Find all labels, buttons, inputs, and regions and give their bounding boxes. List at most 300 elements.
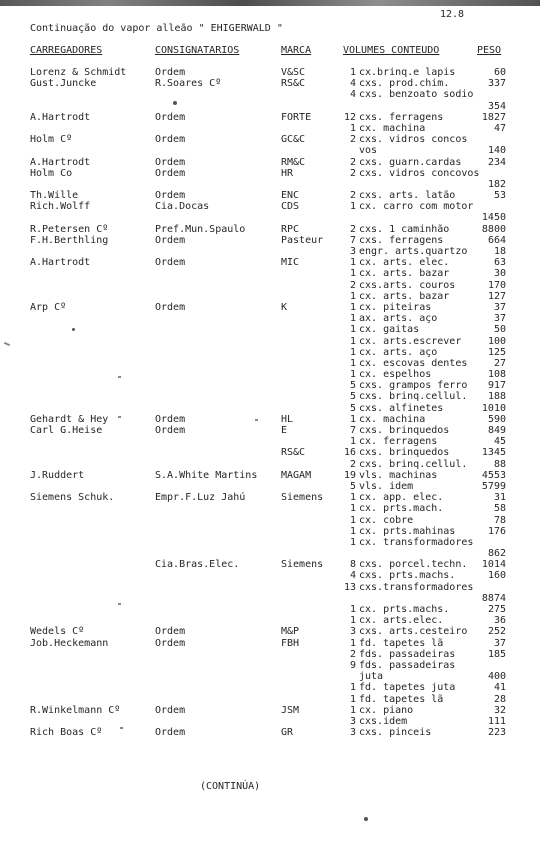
volume-count-cell: 1	[349, 67, 356, 78]
content-cell: cxs. vidros concos	[359, 134, 468, 146]
content-cell: cx. arts. aço	[359, 346, 438, 358]
volume-count-cell: 4	[349, 89, 356, 101]
manifest-row	[0, 78, 540, 89]
volume-count-cell: 8	[349, 559, 356, 571]
weight-cell: 37	[493, 637, 506, 649]
weight-cell: 32	[493, 704, 506, 716]
marks-cell: M&P	[281, 626, 300, 638]
manifest-row	[0, 391, 540, 402]
marks-cell: CDS	[281, 201, 300, 213]
marks-cell: Pasteur	[281, 234, 324, 246]
marks-cell: MAGAM	[281, 469, 312, 481]
consignee-cell: Pref.Mun.Spaulo	[155, 223, 246, 235]
volume-count-cell: 1	[349, 615, 356, 627]
manifest-row	[0, 705, 540, 716]
manifest-row	[0, 212, 540, 223]
weight-cell: 849	[487, 425, 506, 436]
content-cell: cx. espelhos	[359, 369, 432, 381]
content-cell: cxs. vidros concovos	[359, 167, 480, 179]
content-cell: cxs. benzoato sodio	[359, 89, 474, 101]
content-cell: cx. arts. elec.	[359, 257, 450, 269]
volume-count-cell: 3	[349, 626, 356, 638]
content-cell: fd. tapetes lã	[359, 693, 444, 705]
consignee-cell: Ordem	[155, 190, 186, 202]
content-cell: fd. tapetes lã	[359, 637, 444, 649]
marks-cell: ENC	[281, 190, 300, 202]
marks-cell: RS&C	[281, 78, 306, 90]
weight-cell: 1010	[481, 402, 506, 414]
weight-cell: 176	[487, 525, 506, 537]
content-cell: vls. idem	[359, 480, 414, 492]
content-cell: engr. arts.quartzo	[359, 246, 468, 257]
shipper-cell: Job.Heckemann	[30, 637, 109, 649]
volume-count-cell: 2	[349, 223, 356, 235]
content-cell: cx. machina	[359, 122, 426, 134]
volume-count-cell: 7	[349, 425, 356, 436]
volume-count-cell: 1	[349, 357, 356, 369]
consignee-cell: Ordem	[155, 626, 186, 638]
manifest-row	[0, 671, 540, 682]
volume-count-cell: 9	[349, 659, 356, 671]
volume-count-cell: 1	[349, 525, 356, 537]
volume-count-cell: 1	[349, 413, 356, 425]
weight-cell: 78	[493, 514, 506, 526]
volume-count-cell: 5	[349, 380, 356, 392]
manifest-row	[0, 626, 540, 637]
content-cell: fds. passadeiras	[359, 648, 456, 660]
weight-cell: 37	[493, 301, 506, 313]
content-cell: cx. prts.mach.	[359, 503, 444, 515]
manifest-row	[0, 302, 540, 313]
volume-count-cell: 1	[349, 122, 356, 134]
ink-mark	[173, 101, 177, 105]
shipper-cell: Gehardt & Hey	[30, 413, 109, 425]
page-top-edge	[0, 0, 540, 6]
shipper-cell: Wedels Cº	[30, 626, 85, 638]
content-cell: cxs. ferragens	[359, 111, 444, 123]
consignee-cell: Ordem	[155, 234, 186, 246]
volume-count-cell: 2	[349, 167, 356, 179]
shipper-cell: Gust.Juncke	[30, 78, 97, 90]
weight-cell: 664	[487, 234, 506, 246]
manifest-row	[0, 649, 540, 660]
weight-cell: 223	[487, 727, 506, 739]
weight-cell: 125	[487, 346, 506, 358]
volume-count-cell: 5	[349, 402, 356, 414]
consignee-cell: Cia.Bras.Elec.	[155, 559, 240, 571]
ink-mark	[120, 727, 123, 729]
marks-cell: RM&C	[281, 156, 306, 168]
volume-count-cell: 1	[349, 257, 356, 269]
consignee-cell: Ordem	[155, 425, 186, 436]
consignee-cell: Ordem	[155, 111, 186, 123]
weight-cell: 8800	[481, 223, 506, 235]
consignee-cell: Ordem	[155, 134, 186, 146]
manifest-row	[0, 660, 540, 671]
content-cell: cx. piano	[359, 704, 414, 716]
continued-note: (CONTINÚA)	[200, 781, 261, 792]
marks-cell: JSM	[281, 704, 300, 716]
weight-cell: 4553	[481, 469, 506, 481]
volume-count-cell: 7	[349, 234, 356, 246]
ink-mark	[118, 416, 121, 418]
content-cell: cxs. pinceis	[359, 727, 432, 739]
content-cell: cx. carro com motor	[359, 201, 474, 213]
volume-count-cell: 1	[349, 514, 356, 526]
consignee-cell: Ordem	[155, 257, 186, 269]
weight-cell: 41	[493, 682, 506, 694]
weight-cell: 182	[487, 178, 506, 190]
manifest-row	[0, 324, 540, 335]
shipper-cell: Holm Co	[30, 167, 73, 179]
weight-cell: 234	[487, 156, 506, 168]
content-cell: vls. machinas	[359, 469, 438, 481]
marks-cell: GC&C	[281, 134, 306, 146]
shipper-cell: Lorenz & Schmidt	[30, 67, 127, 78]
manifest-row	[0, 403, 540, 414]
weight-cell: 917	[487, 380, 506, 392]
weight-cell: 36	[493, 615, 506, 627]
volume-count-cell: 1	[349, 704, 356, 716]
weight-cell: 1014	[481, 559, 506, 571]
manifest-row	[0, 101, 540, 112]
weight-cell: 27	[493, 357, 506, 369]
volume-count-cell: 5	[349, 391, 356, 403]
manifest-row	[0, 358, 540, 369]
content-cell: cxs.arts. couros	[359, 279, 456, 291]
consignee-cell: R.Soares Cº	[155, 78, 222, 90]
weight-cell: 28	[493, 693, 506, 705]
content-cell: juta	[359, 671, 384, 683]
manifest-row	[0, 190, 540, 201]
content-cell: cxs. brinquedos	[359, 447, 450, 459]
volume-count-cell: 5	[349, 480, 356, 492]
manifest-row	[0, 201, 540, 212]
consignee-cell: Ordem	[155, 167, 186, 179]
manifest-row	[0, 526, 540, 537]
document-title: Continuação do vapor alleão " EHIGERWALD "	[30, 23, 283, 34]
consignee-cell: S.A.White Martins	[155, 469, 258, 481]
consignee-cell: Ordem	[155, 637, 186, 649]
volume-count-cell: 19	[343, 469, 356, 481]
consignee-cell: Cia.Docas	[155, 201, 210, 213]
content-cell: cxs.idem	[359, 715, 408, 727]
weight-cell: 185	[487, 648, 506, 660]
weight-cell: 45	[493, 436, 506, 448]
consignee-cell: Ordem	[155, 413, 186, 425]
content-cell: cx. app. elec.	[359, 492, 444, 504]
manifest-row	[0, 559, 540, 570]
weight-cell: 275	[487, 604, 506, 615]
volume-count-cell: 2	[349, 279, 356, 291]
weight-cell: 18	[493, 246, 506, 257]
shipper-cell: Holm Cº	[30, 134, 73, 146]
manifest-row	[0, 436, 540, 447]
content-cell: cx.brinq.e lapis	[359, 67, 456, 78]
weight-cell: 1827	[481, 111, 506, 123]
manifest-row	[0, 168, 540, 179]
weight-cell: 170	[487, 279, 506, 291]
content-cell: cx. gaitas	[359, 324, 420, 336]
weight-cell: 862	[487, 548, 506, 560]
marks-cell: FBH	[281, 637, 300, 649]
volume-count-cell: 1	[349, 313, 356, 325]
content-cell: cxs. prod.chim.	[359, 78, 450, 90]
manifest-row	[0, 548, 540, 559]
manifest-row	[0, 246, 540, 257]
manifest-row	[0, 380, 540, 391]
manifest-row	[0, 414, 540, 425]
manifest-row	[0, 235, 540, 246]
marks-cell: RS&C	[281, 447, 306, 459]
manifest-row	[0, 638, 540, 649]
consignee-cell: Ordem	[155, 727, 186, 739]
content-cell: cx. escovas dentes	[359, 357, 468, 369]
manifest-row	[0, 459, 540, 470]
weight-cell: 60	[493, 67, 506, 78]
manifest-row	[0, 369, 540, 380]
volume-count-cell: 3	[349, 246, 356, 257]
weight-cell: 88	[493, 458, 506, 470]
content-cell: cxs. grampos ferro	[359, 380, 468, 392]
manifest-row	[0, 145, 540, 156]
content-cell: cxs. ferragens	[359, 234, 444, 246]
volume-count-cell: 2	[349, 134, 356, 146]
shipper-cell: Rich.Wolff	[30, 201, 91, 213]
content-cell: ax. arts. aço	[359, 313, 438, 325]
content-cell: cxs. prts.machs.	[359, 570, 456, 582]
manifest-rows	[0, 67, 540, 738]
content-cell: cxs. 1 caminhão	[359, 223, 450, 235]
weight-cell: 5799	[481, 480, 506, 492]
manifest-row	[0, 492, 540, 503]
manifest-row	[0, 503, 540, 514]
volume-count-cell: 1	[349, 492, 356, 504]
volume-count-cell: 1	[349, 503, 356, 515]
ink-mark	[72, 328, 75, 331]
volume-count-cell: 2	[349, 190, 356, 202]
content-cell: cx. arts. bazar	[359, 268, 450, 280]
manifest-row	[0, 112, 540, 123]
volume-count-cell: 1	[349, 268, 356, 280]
content-cell: fds. passadeiras	[359, 659, 456, 671]
consignee-cell: Ordem	[155, 704, 186, 716]
content-cell: cx. transformadores	[359, 536, 474, 548]
shipper-cell: A.Hartrodt	[30, 111, 91, 123]
header-consignee: CONSIGNATARIOS	[155, 45, 240, 56]
weight-cell: 31	[493, 492, 506, 504]
shipper-cell: F.H.Berthling	[30, 234, 109, 246]
weight-cell: 1450	[481, 212, 506, 224]
volume-count-cell: 1	[349, 637, 356, 649]
manifest-row	[0, 716, 540, 727]
weight-cell: 354	[487, 100, 506, 112]
manifest-row	[0, 291, 540, 302]
weight-cell: 47	[493, 122, 506, 134]
content-cell: cxs. brinquedos	[359, 425, 450, 436]
weight-cell: 127	[487, 290, 506, 302]
content-cell: cx. arts. bazar	[359, 290, 450, 302]
content-cell: cx. ferragens	[359, 436, 438, 448]
volume-count-cell: 1	[349, 693, 356, 705]
content-cell: cxs. alfinetes	[359, 402, 444, 414]
header-weight: PESO	[477, 45, 502, 56]
ink-mark	[118, 603, 121, 605]
weight-cell: 108	[487, 369, 506, 381]
ink-mark	[118, 376, 121, 378]
weight-cell: 37	[493, 313, 506, 325]
manifest-row	[0, 257, 540, 268]
manifest-row	[0, 67, 540, 78]
manifest-row	[0, 268, 540, 279]
marks-cell: Siemens	[281, 559, 324, 571]
marks-cell: V&SC	[281, 67, 306, 78]
manifest-row	[0, 425, 540, 436]
weight-cell: 53	[493, 190, 506, 202]
manifest-row	[0, 604, 540, 615]
weight-cell: 252	[487, 626, 506, 638]
volume-count-cell: 1	[349, 201, 356, 213]
marks-cell: MIC	[281, 257, 300, 269]
header-volumes-content: VOLUMES CONTEUDO	[343, 45, 440, 56]
ink-mark	[364, 817, 368, 821]
content-cell: cxs. arts.cesteiro	[359, 626, 468, 638]
shipper-cell: J.Ruddert	[30, 469, 85, 481]
manifest-row	[0, 593, 540, 604]
volume-count-cell: 1	[349, 604, 356, 615]
weight-cell: 337	[487, 78, 506, 90]
manifest-row	[0, 134, 540, 145]
content-cell: fd. tapetes juta	[359, 682, 456, 694]
manifest-row	[0, 470, 540, 481]
marks-cell: RPC	[281, 223, 300, 235]
manifest-row	[0, 89, 540, 100]
content-cell: cxs. porcel.techn.	[359, 559, 468, 571]
manifest-row	[0, 537, 540, 548]
volume-count-cell: 1	[349, 436, 356, 448]
shipper-cell: Carl G.Heise	[30, 425, 103, 436]
manifest-row	[0, 447, 540, 458]
consignee-cell: Ordem	[155, 156, 186, 168]
manifest-row	[0, 224, 540, 235]
volume-count-cell: 1	[349, 682, 356, 694]
marks-cell: E	[281, 425, 288, 436]
manifest-row	[0, 280, 540, 291]
content-cell: cx. machina	[359, 413, 426, 425]
weight-cell: 58	[493, 503, 506, 515]
marks-cell: K	[281, 301, 288, 313]
manifest-row	[0, 481, 540, 492]
weight-cell: 400	[487, 671, 506, 683]
manifest-row	[0, 179, 540, 190]
header-marks: MARCA	[281, 45, 312, 56]
shipper-cell: Rich Boas Cº	[30, 727, 103, 739]
weight-cell: 63	[493, 257, 506, 269]
manifest-row	[0, 336, 540, 347]
shipper-cell: Siemens Schuk.	[30, 492, 115, 504]
volume-count-cell: 2	[349, 458, 356, 470]
volume-count-cell: 3	[349, 727, 356, 739]
volume-count-cell: 3	[349, 715, 356, 727]
manifest-row	[0, 682, 540, 693]
content-cell: cx. prts.mahinas	[359, 525, 456, 537]
volume-count-cell: 1	[349, 335, 356, 347]
marks-cell: HL	[281, 413, 294, 425]
ink-mark	[255, 419, 258, 421]
manifest-row	[0, 123, 540, 134]
content-cell: cx. cobre	[359, 514, 414, 526]
volume-count-cell: 4	[349, 78, 356, 90]
volume-count-cell: 1	[349, 324, 356, 336]
shipper-cell: A.Hartrodt	[30, 156, 91, 168]
volume-count-cell: 1	[349, 346, 356, 358]
marks-cell: Siemens	[281, 492, 324, 504]
manifest-row	[0, 582, 540, 593]
consignee-cell: Empr.F.Luz Jahú	[155, 492, 246, 504]
volume-count-cell: 1	[349, 290, 356, 302]
weight-cell: 50	[493, 324, 506, 336]
consignee-cell: Ordem	[155, 67, 186, 78]
marks-cell: HR	[281, 167, 294, 179]
shipper-cell: R.Winkelmann Cº	[30, 704, 121, 716]
content-cell: cx. arts.escrever	[359, 335, 462, 347]
content-cell: cxs.transformadores	[359, 581, 474, 593]
weight-cell: 188	[487, 391, 506, 403]
manifest-row	[0, 313, 540, 324]
volume-count-cell: 2	[349, 156, 356, 168]
volume-count-cell: 1	[349, 301, 356, 313]
weight-cell: 8874	[481, 592, 506, 604]
weight-cell: 140	[487, 145, 506, 157]
weight-cell: 111	[487, 715, 506, 727]
volume-count-cell: 1	[349, 369, 356, 381]
header-shipper: CARREGADORES	[30, 45, 103, 56]
manifest-row	[0, 727, 540, 738]
volume-count-cell: 13	[343, 581, 356, 593]
volume-count-cell: 12	[343, 111, 356, 123]
content-cell: cxs. brinq.cellul.	[359, 458, 468, 470]
manifest-row	[0, 615, 540, 626]
weight-cell: 590	[487, 413, 506, 425]
manifest-row	[0, 570, 540, 581]
shipper-cell: Th.Wille	[30, 190, 79, 202]
weight-cell: 160	[487, 570, 506, 582]
manifest-row	[0, 157, 540, 168]
consignee-cell: Ordem	[155, 301, 186, 313]
manifest-row	[0, 694, 540, 705]
volume-count-cell: 2	[349, 648, 356, 660]
page-number: 12.8	[440, 9, 465, 20]
content-cell: cx. piteiras	[359, 301, 432, 313]
shipper-cell: Arp Cº	[30, 301, 67, 313]
weight-cell: 30	[493, 268, 506, 280]
content-cell: cx. arts.elec.	[359, 615, 444, 627]
content-cell: cxs. brinq.cellul.	[359, 391, 468, 403]
manifest-row	[0, 347, 540, 358]
manifest-row	[0, 515, 540, 526]
volume-count-cell: 1	[349, 536, 356, 548]
content-cell: vos	[359, 145, 378, 157]
volume-count-cell: 16	[343, 447, 356, 459]
marks-cell: GR	[281, 727, 294, 739]
weight-cell: 1345	[481, 447, 506, 459]
content-cell: cxs. guarn.cardas	[359, 156, 462, 168]
shipper-cell: R.Petersen Cº	[30, 223, 109, 235]
volume-count-cell: 4	[349, 570, 356, 582]
marks-cell: FORTE	[281, 111, 312, 123]
content-cell: cxs. arts. latão	[359, 190, 456, 202]
weight-cell: 100	[487, 335, 506, 347]
